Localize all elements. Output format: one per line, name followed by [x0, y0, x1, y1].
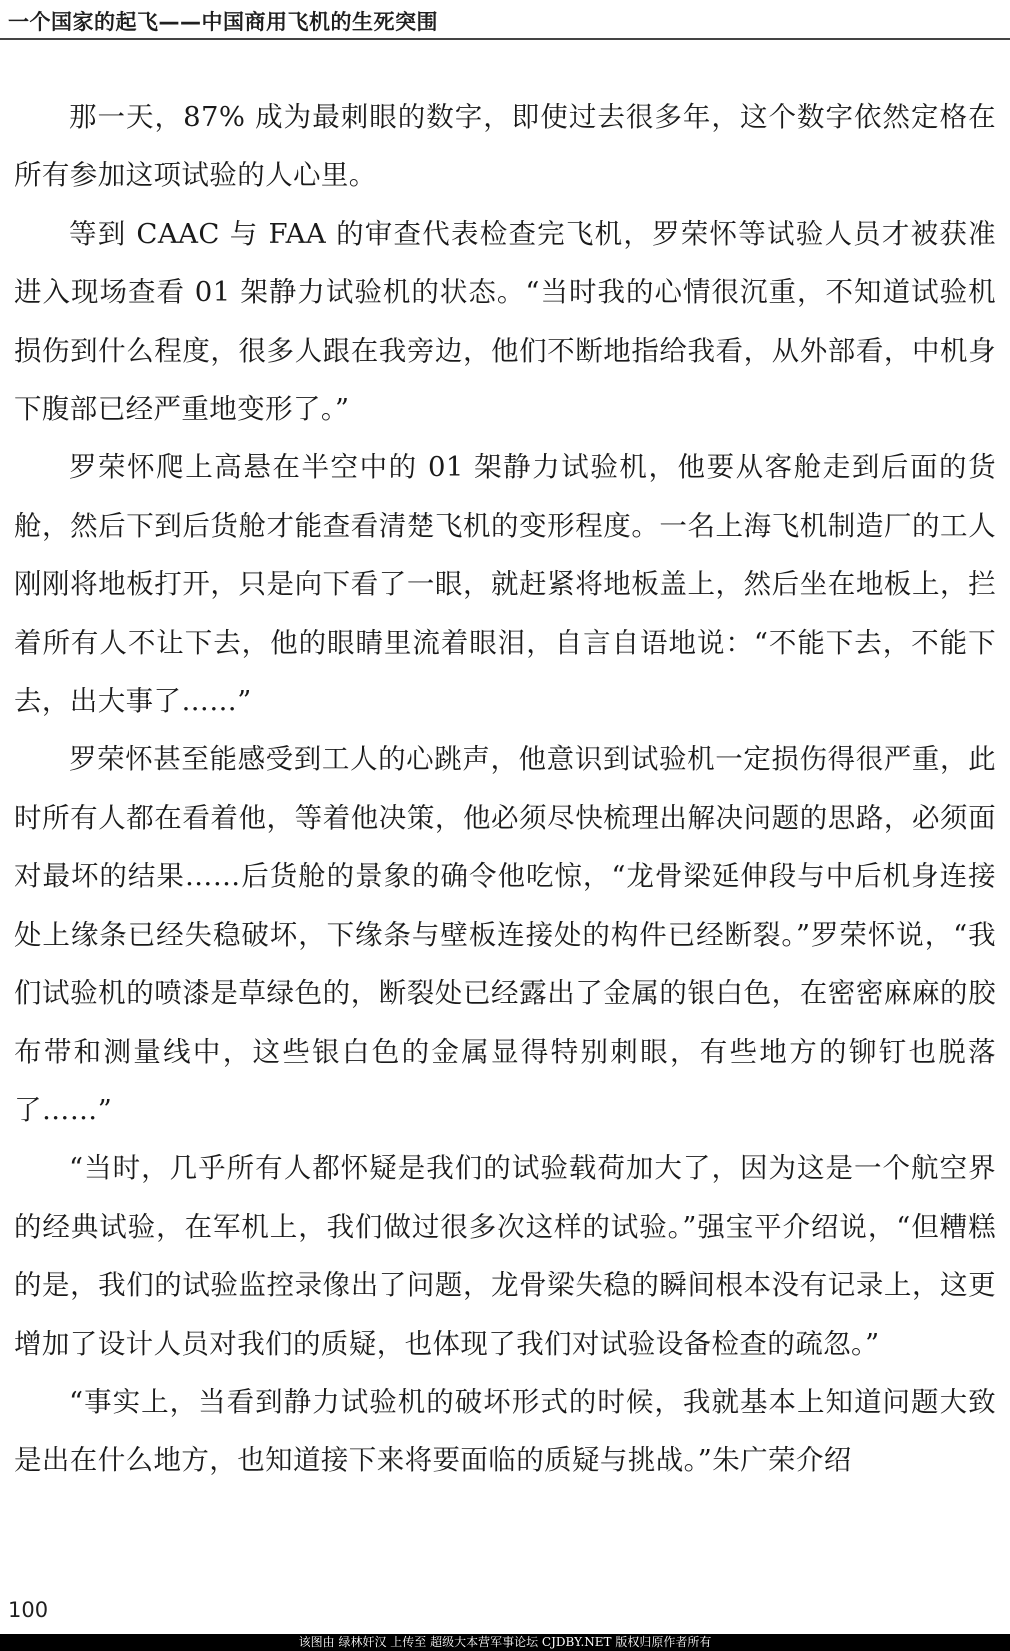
- running-title: 一个国家的起飞——中国商用飞机的生死突围: [8, 10, 438, 34]
- paragraph: “当时，几乎所有人都怀疑是我们的试验载荷加大了，因为这是一个航空界的经典试验，在军机上，我们做过很多次这样的试验。”强宝平介绍说，“但糟糕的是，我们的试验监控录像出了问题，龙骨梁失稳的瞬间根本没有记录上，这更增加了设计人员对我们的质疑，也体现了我们对试验设备检查的疏忽。”: [14, 1152, 996, 1360]
- header-rule: [0, 38, 1010, 40]
- watermark-bar: 该图由 绿林奸汉 上传至 超级大本营军事论坛 CJDBY.NET 版权归原作者所有: [0, 1634, 1010, 1651]
- paragraph: 罗荣怀爬上高悬在半空中的 01 架静力试验机，他要从客舱走到后面的货舱，然后下到后货舱才能查看清楚飞机的变形程度。一名上海飞机制造厂的工人刚刚将地板打开，只是向下看了一眼，就赶紧将地板盖上，然后坐在地板上，拦着所有人不让下去，他的眼睛里流着眼泪，自言自语地说：“不能下去，不能下去，出大事了……”: [14, 451, 996, 718]
- paragraph: 等到 CAAC 与 FAA 的审查代表检查完飞机，罗荣怀等试验人员才被获准进入现场查看 01 架静力试验机的状态。“当时我的心情很沉重，不知道试验机损伤到什么程度，很多人跟在我旁边，他们不断地指给我看，从外部看，中机身下腹部已经严重地变形了。”: [14, 217, 996, 426]
- body-text: [14, 88, 996, 1490]
- paragraph: “事实上，当看到静力试验机的破坏形式的时候，我就基本上知道问题大致是出在什么地方，也知道接下来将要面临的质疑与挑战。”朱广荣介绍: [14, 1385, 996, 1477]
- running-header: [0, 0, 1010, 44]
- paragraph: 那一天，87% 成为最刺眼的数字，即使过去很多年，这个数字依然定格在所有参加这项试验的人心里。: [14, 101, 996, 192]
- page-number: 100: [8, 1598, 49, 1622]
- paragraph: 罗荣怀甚至能感受到工人的心跳声，他意识到试验机一定损伤得很严重，此时所有人都在看着他，等着他决策，他必须尽快梳理出解决问题的思路，必须面对最坏的结果……后货舱的景象的确令他吃惊，“龙骨梁延伸段与中后机身连接处上缘条已经失稳破坏，下缘条与壁板连接处的构件已经断裂。”罗荣怀说，“我们试验机的喷漆是草绿色的，断裂处已经露出了金属的银白色，在密密麻麻的胶布带和测量线中，这些银白色的金属显得特别刺眼，有些地方的铆钉也脱落了……”: [14, 743, 996, 1126]
